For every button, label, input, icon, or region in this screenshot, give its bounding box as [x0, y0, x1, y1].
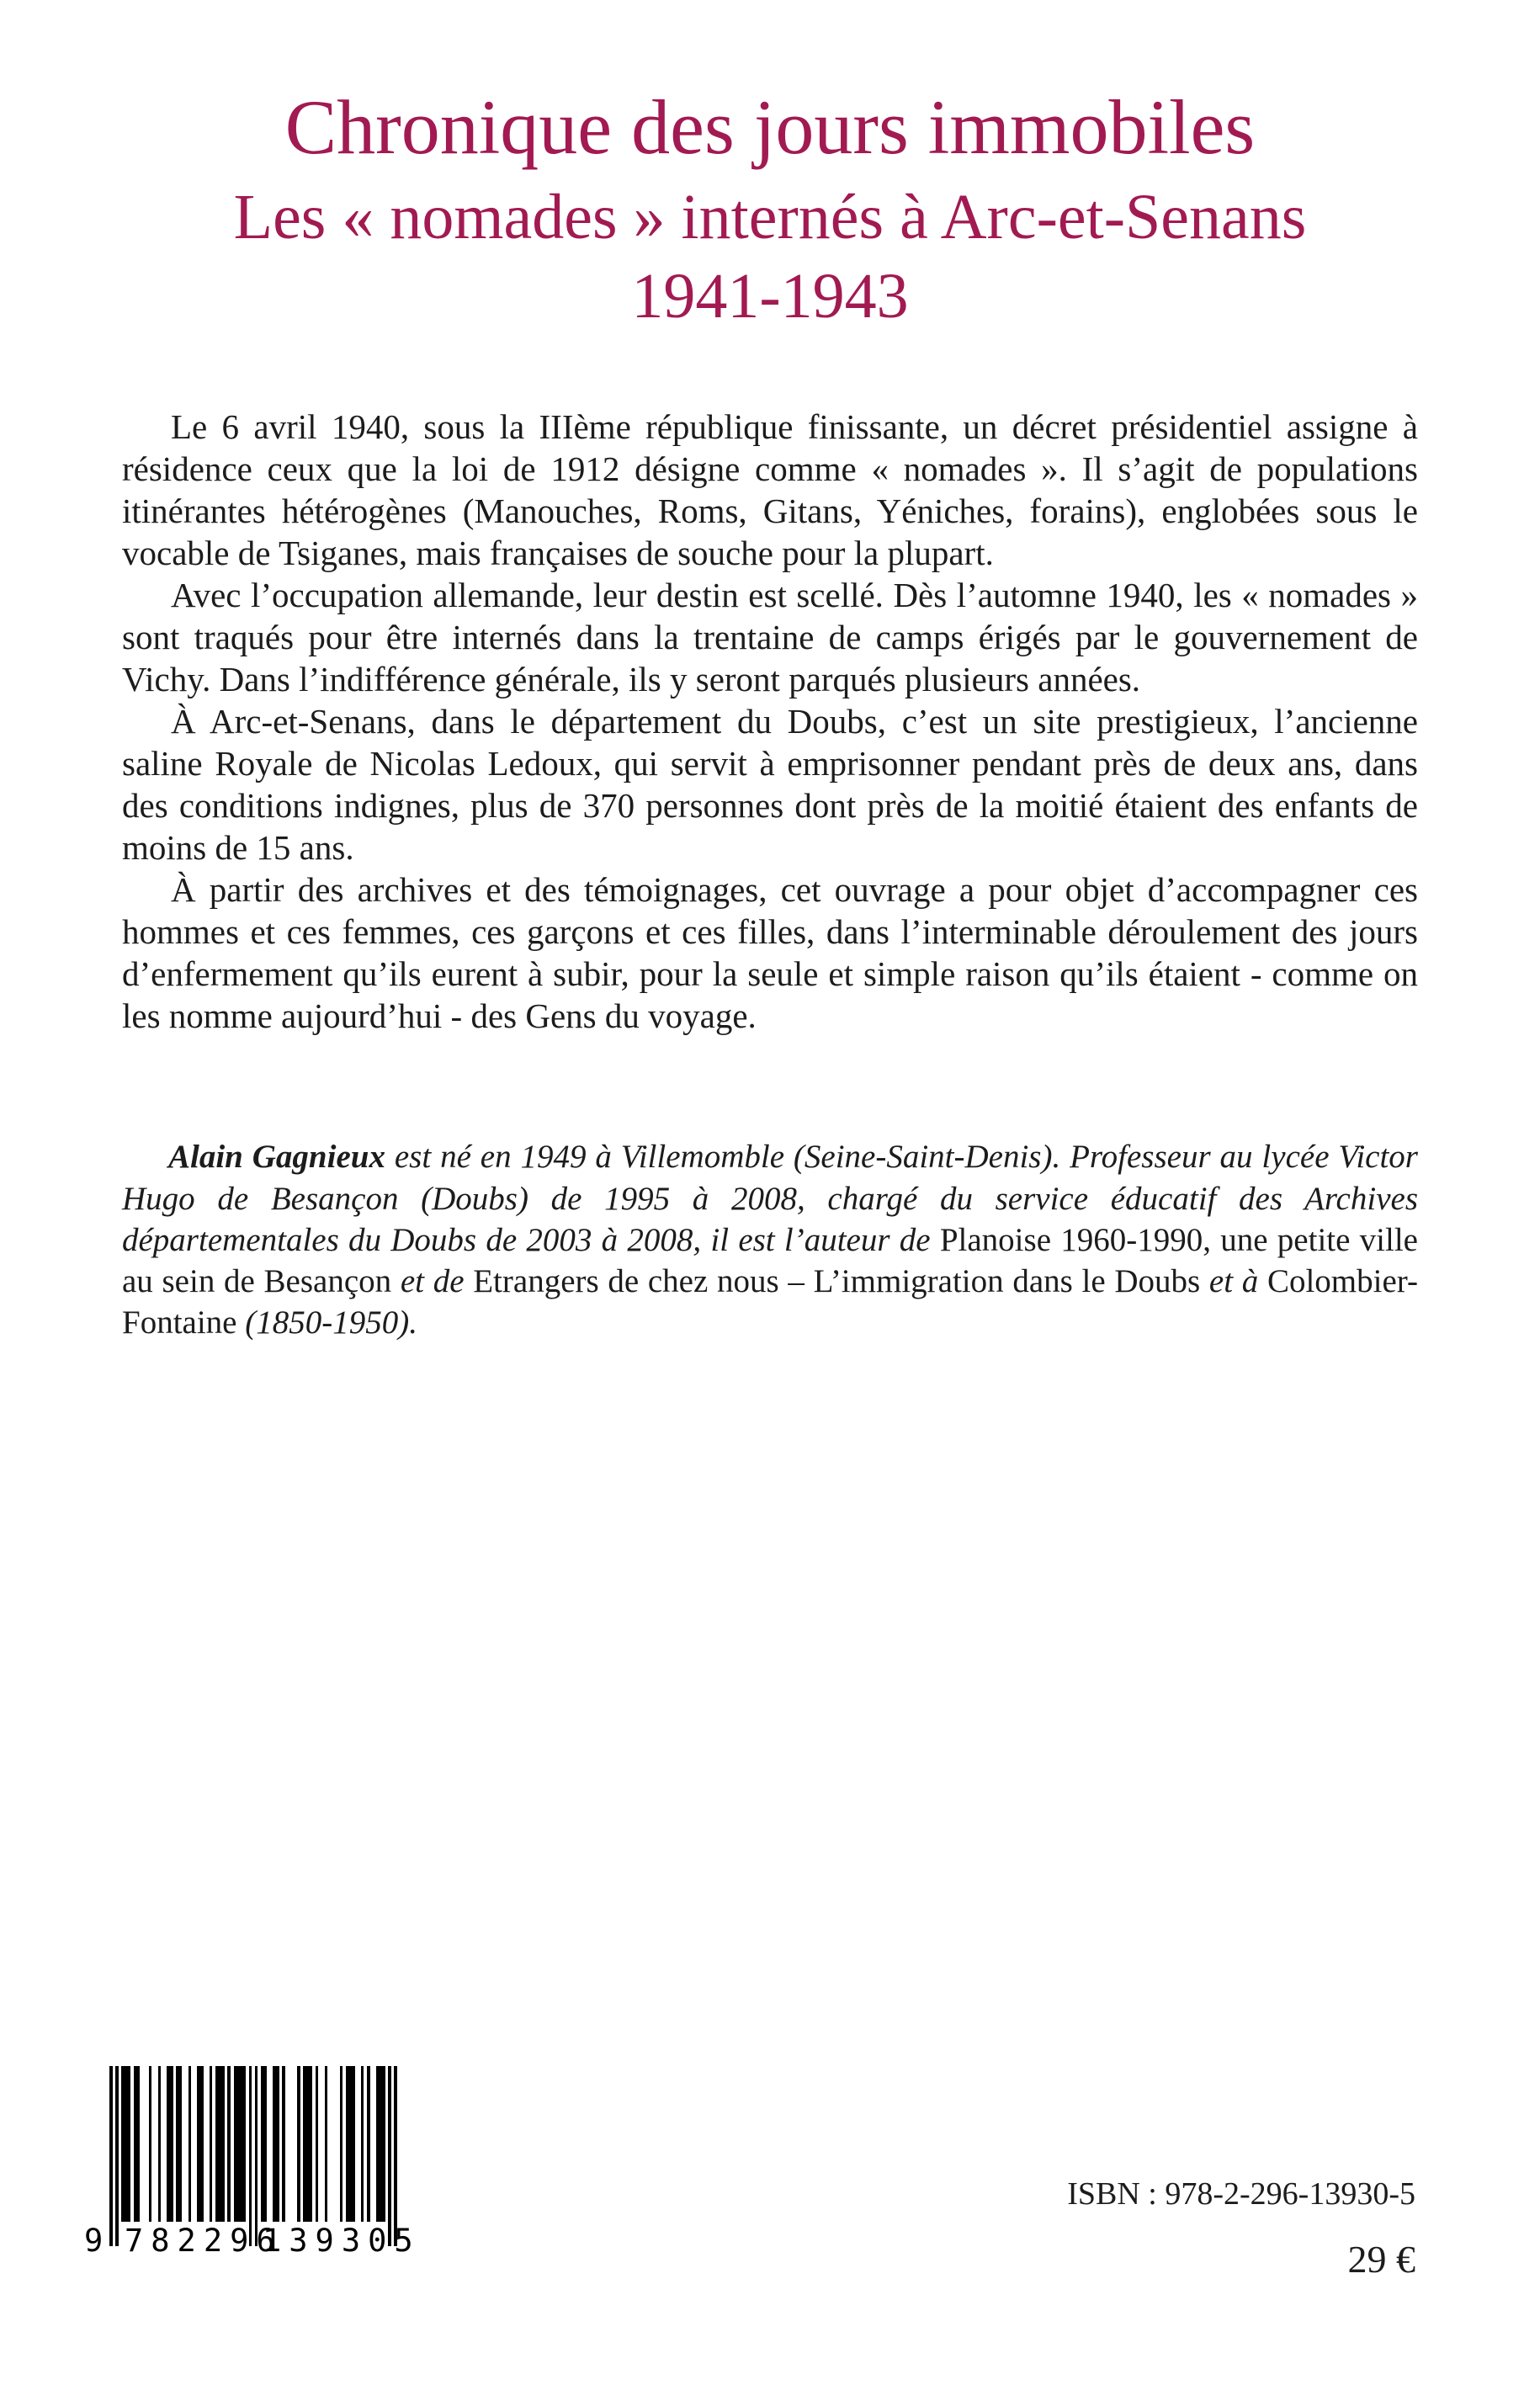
- barcode-bars: [109, 2066, 399, 2247]
- barcode-bar: [115, 2066, 119, 2246]
- barcode-bar: [158, 2066, 162, 2222]
- author-bio-text: [122, 1136, 1418, 1343]
- barcode-digits-group1: 782296: [125, 2223, 283, 2259]
- bio-segment: Planoise 1960-1990, une petite ville au sein de Besançon: [122, 1221, 1418, 1299]
- barcode-bar: [200, 2066, 204, 2222]
- barcode-bar: [255, 2066, 258, 2246]
- book-years: 1941-1943: [631, 260, 909, 332]
- barcode-bar: [340, 2066, 343, 2222]
- bio-segment: Colombier-Fontaine: [122, 1262, 1418, 1341]
- barcode-bar: [325, 2066, 328, 2222]
- bio-segment: est né en 1949 à Villemomble (Seine-Saint-Denis). Professeur au lycée Victor Hugo de Besançon (Doubs) de 1995 à 2008, chargé du service éducatif des Archives départementales du Doubs de 2003 à 2008, il est l’auteur de: [122, 1139, 1418, 1258]
- book-title: Chronique des jours immobiles: [284, 84, 1256, 170]
- barcode-bar: [136, 2066, 140, 2222]
- barcode-bar: [179, 2066, 183, 2222]
- barcode-bar: [227, 2066, 231, 2222]
- barcode-bar: [316, 2066, 319, 2222]
- barcode-bar: [352, 2066, 355, 2222]
- isbn-text: ISBN : 978-2-296-13930-5: [1067, 2176, 1415, 2212]
- title-block: [0, 0, 1540, 332]
- barcode-bar: [149, 2066, 152, 2222]
- barcode-digits-group2: 139305: [263, 2223, 421, 2259]
- bio-segment: et de: [391, 1262, 474, 1299]
- barcode-bar: [170, 2066, 173, 2222]
- barcode-bar: [128, 2066, 131, 2222]
- bio-segment: et à: [1200, 1262, 1267, 1299]
- barcode-bar: [242, 2066, 246, 2222]
- barcode-bar: [276, 2066, 279, 2222]
- barcode-first-digit: 9: [84, 2223, 104, 2259]
- barcode-bar: [210, 2066, 213, 2222]
- barcode-bar: [189, 2066, 192, 2222]
- barcode-bar: [109, 2066, 113, 2246]
- barcode-bar: [394, 2066, 397, 2246]
- barcode-bar: [361, 2066, 364, 2222]
- barcode-bar: [249, 2066, 252, 2246]
- barcode-bar: [282, 2066, 285, 2222]
- author-name: Alain Gagnieux: [168, 1139, 385, 1176]
- book-subtitle: Les « nomades » internés à Arc-et-Senans: [233, 182, 1307, 253]
- price-text: 29 €: [1347, 2238, 1415, 2281]
- synopsis-paragraph: Le 6 avril 1940, sous la IIIème république finissante, un décret présidentiel assigne à résidence ceux que la loi de 1912 désigne comme « nomades ». Il s’agit de populations itinérantes hétérogènes (Manouches, Roms, Gitans, Yéniches, forains), englobées sous le vocable de Tsiganes, mais françaises de souche pour la plupart.: [122, 407, 1418, 573]
- barcode-bar: [310, 2066, 313, 2222]
- barcode: [84, 2066, 421, 2285]
- barcode-bar: [297, 2066, 300, 2222]
- barcode-bar: [388, 2066, 391, 2246]
- synopsis-paragraph: Avec l’occupation allemande, leur destin est scellé. Dès l’automne 1940, les « nomades » sont traqués pour être internés dans la trentaine de camps érigés par le gouvernement de Vichy. Dans l’indifférence générale, ils y seront parqués plusieurs années.: [122, 576, 1418, 699]
- synopsis-paragraph: À partir des archives et des témoignages, cet ouvrage a pour objet d’accompagner ces hommes et ces femmes, ces garçons et ces filles, dans l’interminable déroulement des jours d’enfermement qu’ils eurent à subir, pour la seule et simple raison qu’ils étaient - comme on les nomme aujourd’hui - des Gens du voyage.: [122, 870, 1418, 1036]
- barcode-bar: [382, 2066, 385, 2222]
- barcode-bar: [221, 2066, 225, 2222]
- bio-segment: Etrangers de chez nous – L’immigration dans le Doubs: [473, 1262, 1201, 1299]
- barcode-bar: [264, 2066, 268, 2222]
- synopsis-paragraph: À Arc-et-Senans, dans le département du Doubs, c’est un site prestigieux, l’ancienne saline Royale de Nicolas Ledoux, qui servit à emprisonner pendant près de deux ans, dans des conditions indignes, plus de 370 personnes dont près de la moitié étaient des enfants de moins de 15 ans.: [122, 702, 1418, 868]
- bio-segment: (1850-1950).: [236, 1304, 417, 1341]
- author-bio: [122, 1136, 1418, 1343]
- synopsis: [122, 406, 1418, 1037]
- barcode-bar: [367, 2066, 370, 2222]
